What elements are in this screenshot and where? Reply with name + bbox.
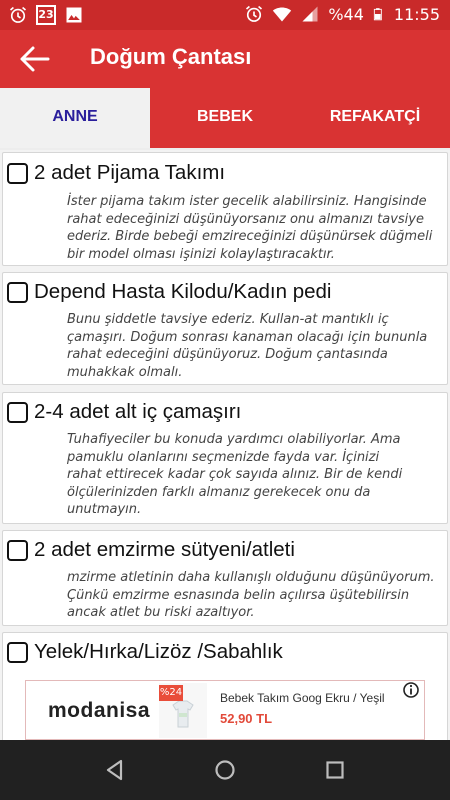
ad-price: 52,90 TL xyxy=(220,711,273,726)
page-title: Doğum Çantası xyxy=(90,44,252,69)
ad-product-image xyxy=(159,683,207,738)
list-item xyxy=(2,272,448,385)
list-item xyxy=(2,530,448,626)
signal-icon xyxy=(300,4,320,24)
item-title: 2 adet emzirme sütyeni/atleti xyxy=(34,538,295,561)
item-description: Bunu şiddetle tavsiye ederiz. Kullan-at mantıklı iç çamaşırı. Doğum sonrası kanaman olacağı için bununla rahat edeceğini düşünüyoruz. Doğum çantasında muhakkak olmalı. xyxy=(67,312,428,380)
list-item xyxy=(2,152,448,266)
ad-brand-logo: modanisa xyxy=(48,699,151,722)
item-title: Depend Hasta Kilodu/Kadın pedi xyxy=(34,280,332,303)
battery-percent: %44 xyxy=(328,4,364,24)
home-circle-icon[interactable] xyxy=(210,755,240,785)
item-description: mzirme atletinin daha kullanışlı olduğunu düşünüyorum. Çünkü emzirme esnasında belin açılırsa üşütebilirsin ancak atlet bu riski azaltıyor. xyxy=(67,570,435,620)
alarm-icon xyxy=(244,4,264,24)
item-title: 2-4 adet alt iç çamaşırı xyxy=(34,400,242,423)
tab-bar xyxy=(0,88,450,148)
item-checkbox[interactable] xyxy=(7,282,28,303)
item-checkbox[interactable] xyxy=(7,402,28,423)
ad-product-name: Bebek Takım Goog Ekru / Yeşil xyxy=(220,691,385,705)
item-description: Tuhafiyeciler bu konuda yardımcı olabiliyorlar. Ama pamuklu olanlarını seçmenizde fayda var. İçinizi rahat ettirecek kadar çok sayıda alınız. Bir de kendi ölçülerinizden farklı almanız gerekecek onu da unutmayın. xyxy=(67,432,403,517)
tab-bebek[interactable]: BEBEK xyxy=(196,108,253,125)
status-time: 11:55 xyxy=(393,4,440,24)
item-checkbox[interactable] xyxy=(7,163,28,184)
item-checkbox[interactable] xyxy=(7,540,28,561)
item-title: 2 adet Pijama Takımı xyxy=(34,161,226,184)
calendar-badge-icon: 23 xyxy=(36,5,56,25)
item-description: İster pijama takım ister gecelik alabilirsiniz. Hangisinde rahat edeceğinizi düşünüyorsanız onu almanızı tavsiye ederiz. Birde bebeği emzireceğinizi düşünürsek düğmeli bir model olması işinizi kolaylaştıracaktır. xyxy=(67,194,433,262)
item-title: Yelek/Hırka/Lizöz /Sabahlık xyxy=(34,640,283,663)
ad-banner[interactable] xyxy=(25,680,425,740)
app-bar xyxy=(0,30,450,88)
battery-icon xyxy=(372,4,386,24)
info-icon[interactable] xyxy=(402,681,420,699)
wifi-icon xyxy=(272,4,292,24)
tab-refakatci[interactable]: REFAKATÇİ xyxy=(329,108,421,125)
tab-anne[interactable]: ANNE xyxy=(0,88,150,148)
item-checkbox[interactable] xyxy=(7,642,28,663)
back-arrow-icon[interactable] xyxy=(18,44,52,74)
back-triangle-icon[interactable] xyxy=(100,755,130,785)
recents-square-icon[interactable] xyxy=(320,755,350,785)
status-bar xyxy=(0,0,450,30)
checklist[interactable] xyxy=(0,150,450,740)
system-nav-bar xyxy=(0,740,450,800)
image-icon xyxy=(64,5,84,25)
alarm-icon xyxy=(8,5,28,25)
list-item xyxy=(2,392,448,524)
ad-discount-badge: %24 xyxy=(159,685,183,701)
